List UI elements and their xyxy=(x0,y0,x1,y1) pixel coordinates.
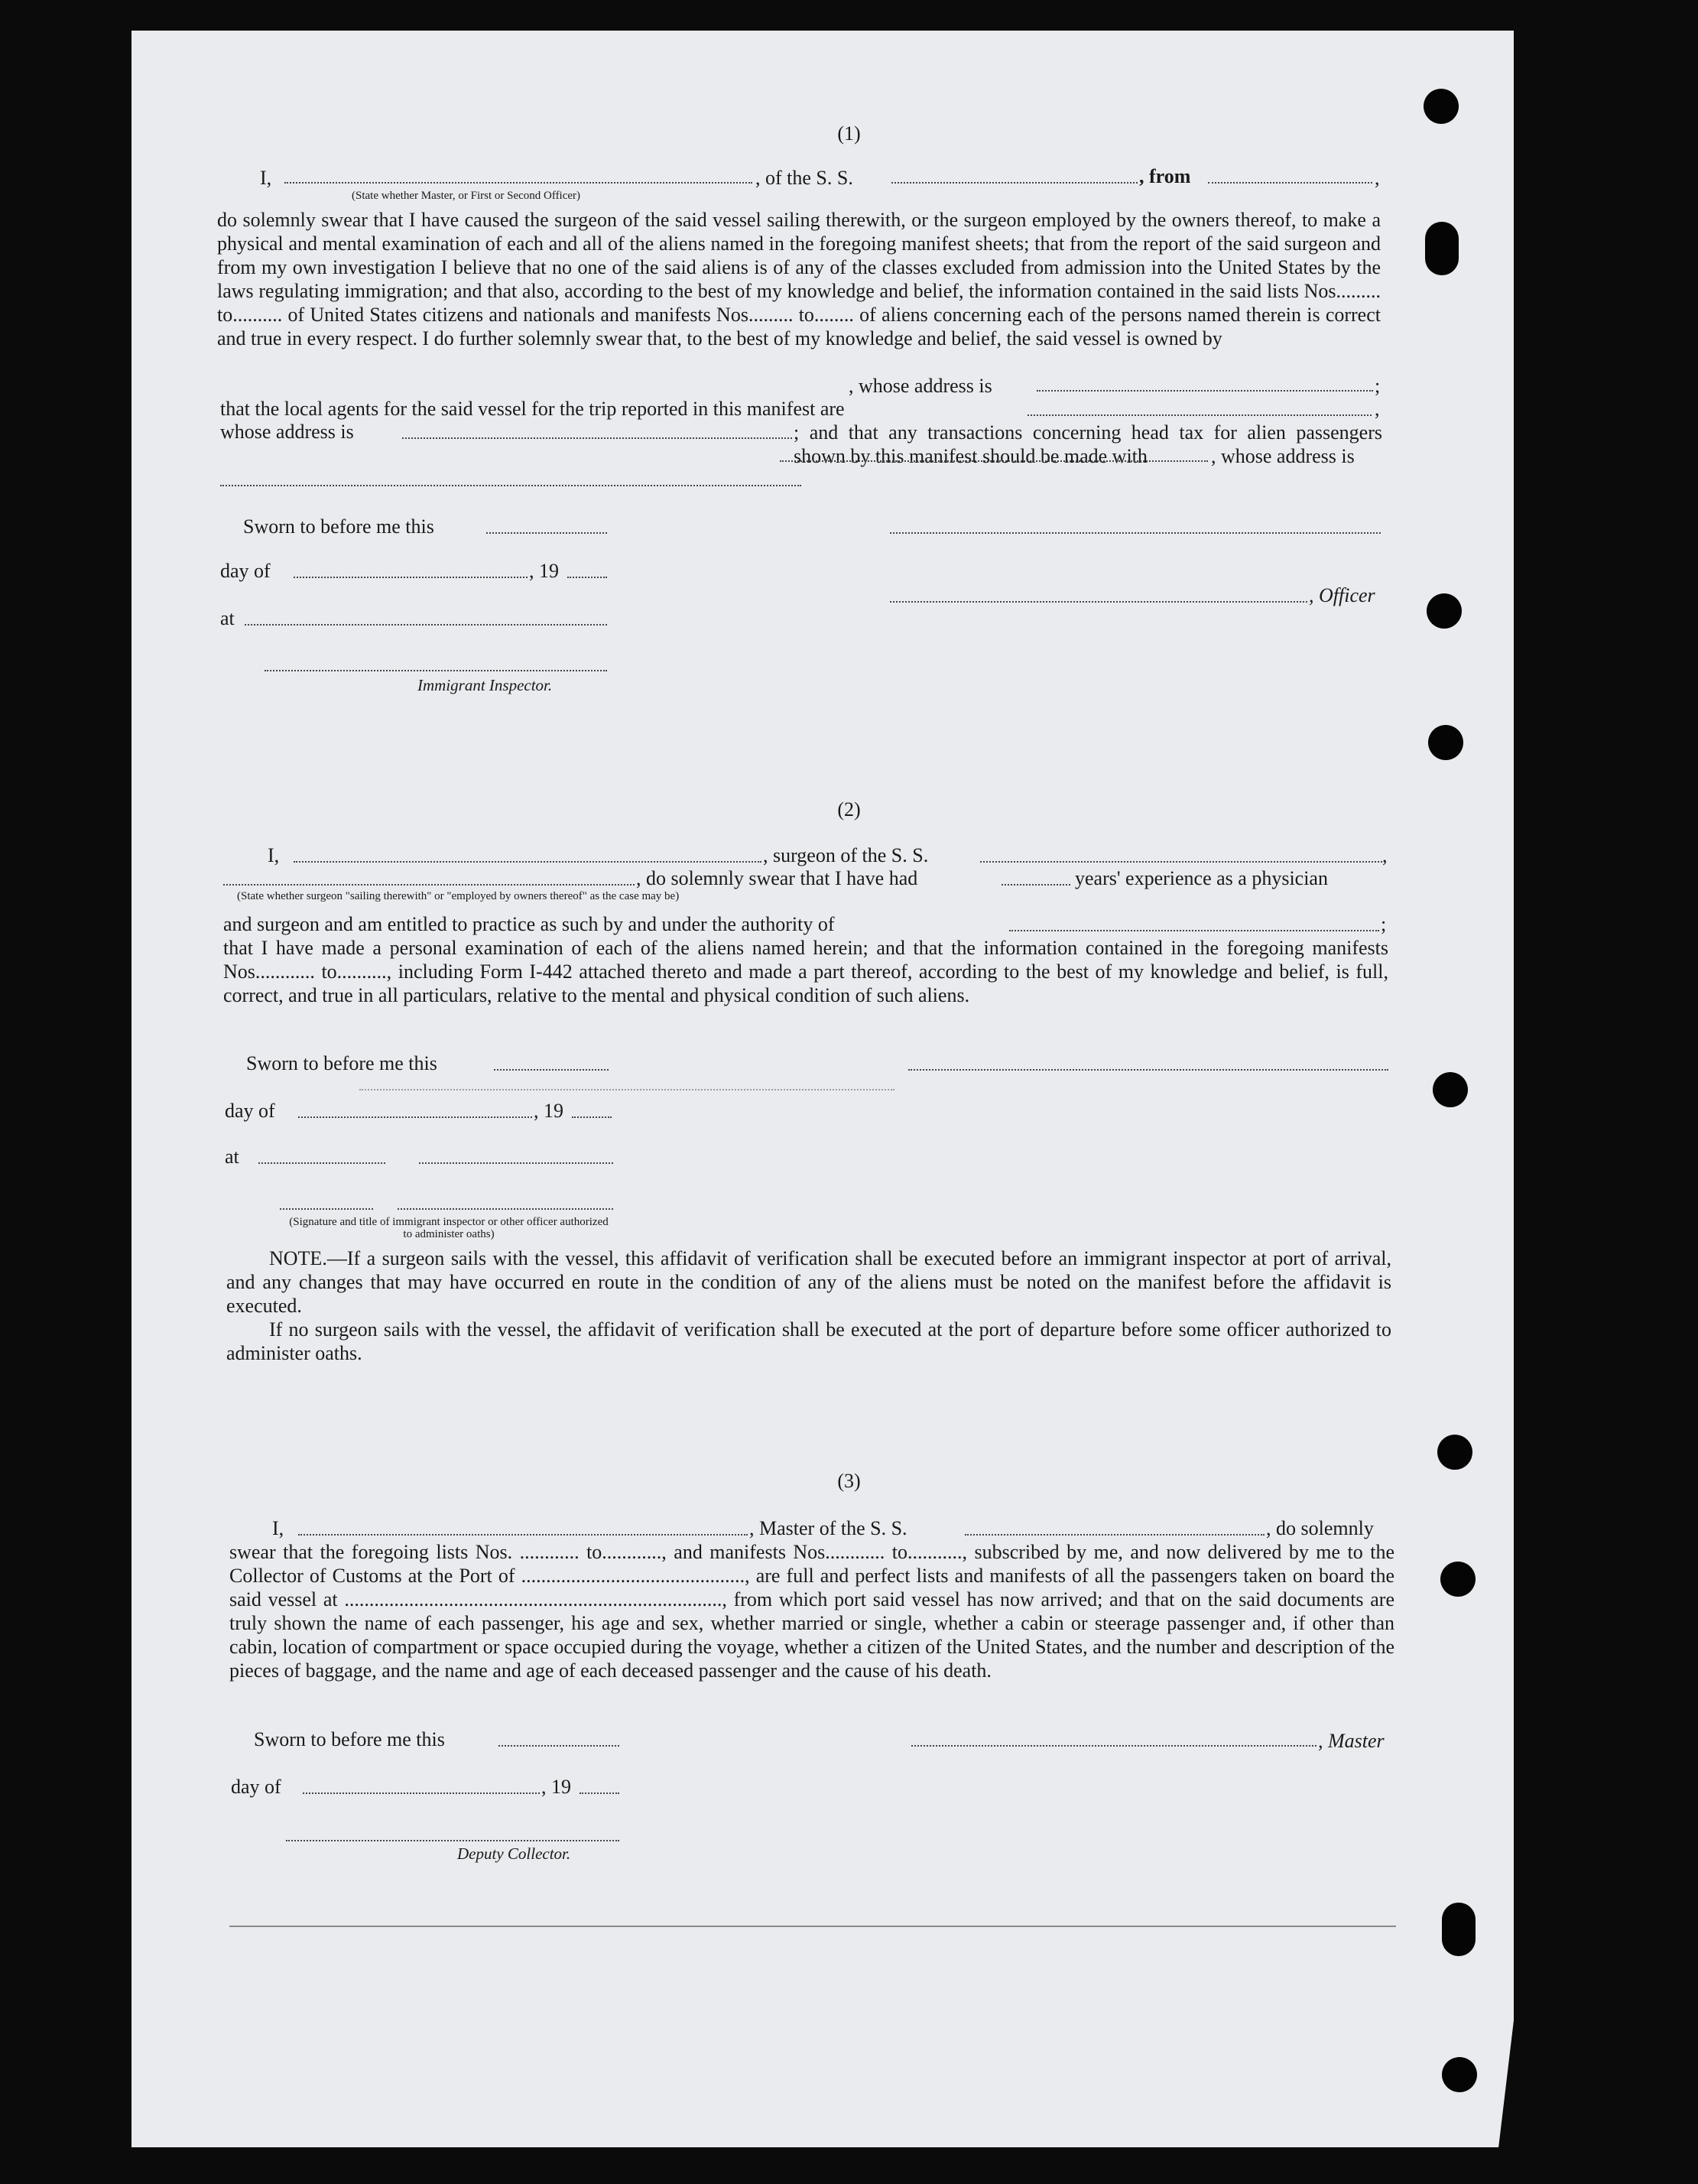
s2-do-solemnly: , do solemnly swear that I have had xyxy=(636,867,918,889)
s3-deputy-sign-line xyxy=(286,1840,619,1841)
s1-officer-sign-line-1 xyxy=(890,532,1381,534)
s3-day-line xyxy=(303,1792,540,1794)
s2-body-text: that I have made a personal examination of each of the aliens named herein; and that the information contained in the foregoing manifests Nos............ to.........., including Form I-442 attached thereto and made a part thereof, according to the best of my knowledge and belief, is full, correct, and true in all particulars, relative to the mental and physical condition of such aliens. xyxy=(223,937,1388,1006)
s1-sworn-line xyxy=(486,532,607,534)
s2-note xyxy=(226,1246,1391,1365)
s1-body-text: do solemnly swear that I have caused the surgeon of the said vessel sailing therewith, or the surgeon employed by the owners thereof, to make a physical and mental examination of each and all of the aliens named in the foregoing manifest sheets; that from the report of the said surgeon and from my own investigation I believe that no one of the said aliens is of any of the classes excluded from admission into the United States by the laws regulating immigration; and that also, according to the best of my knowledge and belief, the information contained in the said lists Nos......... to.......... of United States citizens and nationals and manifests Nos......... to........ of aliens concerning each of the persons named therein is correct and true in every respect. I do further solemnly swear that, to the best of my knowledge and belief, the said vessel is owned by xyxy=(217,209,1381,349)
s1-semicolon: ; xyxy=(1375,375,1381,397)
s1-at: at xyxy=(220,607,235,629)
s1-officer-sign-line-2 xyxy=(890,601,1307,603)
s2-status-line xyxy=(223,884,635,886)
s3-sworn: Sworn to before me this xyxy=(254,1728,445,1750)
s2-at: at xyxy=(225,1146,239,1168)
s1-of-the-ss: , of the S. S. xyxy=(755,167,853,189)
s2-year: , 19 xyxy=(534,1100,563,1122)
s2-sworn: Sworn to before me this xyxy=(246,1052,437,1074)
s2-year-line xyxy=(572,1116,612,1118)
s2-day-of: day of xyxy=(225,1100,275,1122)
s1-at-line xyxy=(245,624,607,626)
s1-head-tax-address-line xyxy=(220,485,801,486)
s2-note-1 xyxy=(226,1246,1391,1318)
s3-deputy-label: Deputy Collector. xyxy=(457,1844,571,1863)
s1-agents-line xyxy=(1028,414,1372,416)
s1-head-tax-name-line xyxy=(780,460,1208,462)
s1-from-line xyxy=(1208,182,1372,184)
s3-master-name-line xyxy=(298,1534,748,1536)
s2-note-1-text: —If a surgeon sails with the vessel, this affidavit of verification shall be executed before an immigrant inspector at port of arrival, and any changes that may have occurred en route in the condition of any of the aliens must be noted on the manifest before the affidavit is executed. xyxy=(226,1247,1391,1317)
s1-inspector-label: Immigrant Inspector. xyxy=(417,676,553,694)
punch-hole xyxy=(1442,1903,1476,1956)
s3-master-sign-line xyxy=(911,1745,1317,1747)
punch-hole xyxy=(1425,222,1459,275)
s2-note-2: If no surgeon sails with the vessel, the affidavit of verification shall be executed at the port of departure before some officer authorized to administer oaths. xyxy=(226,1318,1391,1364)
punch-hole xyxy=(1428,725,1463,760)
s3-intro-I: I, xyxy=(272,1517,284,1539)
s1-whose-address-end: , whose address is xyxy=(1211,445,1355,467)
s3-body-text: swear that the foregoing lists Nos. ............ to............, and manifests Nos............ to..........., subscribed by me, and now delivered by me to the Collector of Customs at the Port of ............................................., are full and perfect lists and manifests of all the passengers taken on board the said vessel at ............................................................................, from which port said vessel has now arrived; and that on the said documents are truly shown the name of each passenger, his age and sex, whether married or single, whether a cabin or steerage passenger and, if other than cabin, location of compartment or space occupied during the voyage, whether a citizen of the United States, and the number and description of the pieces of baggage, and the name and age of each deceased passenger and the cause of his death. xyxy=(229,1541,1394,1682)
s3-ship-line xyxy=(965,1534,1265,1536)
s1-owner-address-line xyxy=(1037,390,1373,392)
s2-surgeon-sign-line xyxy=(908,1069,1388,1071)
s3-master-label: , Master xyxy=(1318,1730,1385,1752)
s1-ship-line xyxy=(891,182,1138,184)
section-2-number: (2) xyxy=(837,798,861,821)
s2-official-sign-line-1 xyxy=(280,1208,373,1210)
s1-head-tax: ; and that any transactions concerning head tax for alien passengers shown by this manifest should be made with xyxy=(794,421,1382,467)
s1-local-agents: that the local agents for the said vessel for the trip reported in this manifest are xyxy=(220,398,845,420)
s1-intro-I: I, xyxy=(260,167,272,189)
s2-semicolon: ; xyxy=(1381,913,1387,935)
s2-authority: and surgeon and am entitled to practice as such by and under the authority of xyxy=(223,913,835,935)
s2-signature-note: (Signature and title of immigrant inspector or other officer authorized to administer oaths) xyxy=(289,1216,609,1240)
s3-year-line xyxy=(580,1792,619,1794)
s2-official-sign-line-2 xyxy=(398,1208,613,1210)
s1-state-note: (State whether Master, or First or Second Officer) xyxy=(352,190,581,202)
s3-master-of: , Master of the S. S. xyxy=(749,1517,907,1539)
s1-comma: , xyxy=(1375,167,1380,189)
s2-note-label: NOTE. xyxy=(269,1247,327,1269)
s1-inspector-sign-line xyxy=(265,670,607,671)
s2-surgeon-of: , surgeon of the S. S. xyxy=(763,844,929,866)
s1-year: , 19 xyxy=(529,560,559,582)
bottom-rule xyxy=(229,1926,1396,1927)
punch-hole xyxy=(1433,1072,1468,1107)
s1-oath-body xyxy=(217,208,1381,350)
s2-day-line xyxy=(298,1116,532,1118)
section-3-number: (3) xyxy=(837,1470,861,1492)
s3-sworn-line xyxy=(498,1745,619,1747)
s2-sworn-line xyxy=(494,1069,609,1071)
s1-year-line xyxy=(567,577,607,578)
s2-faint-dots xyxy=(359,1089,894,1090)
s1-whose-address-is: whose address is xyxy=(220,421,354,443)
punch-hole xyxy=(1427,593,1462,629)
s1-officer-line xyxy=(284,182,752,184)
s1-sworn: Sworn to before me this xyxy=(243,515,434,538)
s2-at-line-2 xyxy=(419,1162,613,1164)
s2-intro-I: I, xyxy=(268,844,280,866)
s1-day-of: day of xyxy=(220,560,271,582)
s2-years-line xyxy=(1002,884,1070,886)
s2-surgeon-name-line xyxy=(294,861,761,863)
s2-comma: , xyxy=(1382,844,1388,866)
punch-hole xyxy=(1440,1562,1476,1597)
punch-hole xyxy=(1442,2057,1477,2092)
section-1-number: (1) xyxy=(837,122,861,145)
punch-hole xyxy=(1424,89,1459,124)
s3-do-solemnly: , do solemnly xyxy=(1266,1517,1374,1539)
s3-year: , 19 xyxy=(541,1776,571,1798)
s1-day-line xyxy=(294,577,528,578)
s2-authority-line xyxy=(1009,930,1379,931)
s1-whose-address: , whose address is xyxy=(849,375,992,397)
s2-oath-body xyxy=(223,936,1388,1007)
s3-day-of: day of xyxy=(231,1776,281,1798)
s1-comma-2: , xyxy=(1375,398,1380,420)
s1-officer-label: , Officer xyxy=(1309,584,1375,606)
punch-hole xyxy=(1437,1435,1472,1470)
s2-state-note: (State whether surgeon "sailing therewith" or "employed by owners thereof" as the case may be) xyxy=(237,890,680,902)
s2-at-line-1 xyxy=(258,1162,385,1164)
s1-agents-address-line xyxy=(402,437,792,439)
s1-from: , from xyxy=(1139,165,1191,187)
s2-years: years' experience as a physician xyxy=(1075,867,1328,889)
s2-ship-line xyxy=(980,861,1382,863)
s3-oath-body xyxy=(229,1540,1394,1682)
